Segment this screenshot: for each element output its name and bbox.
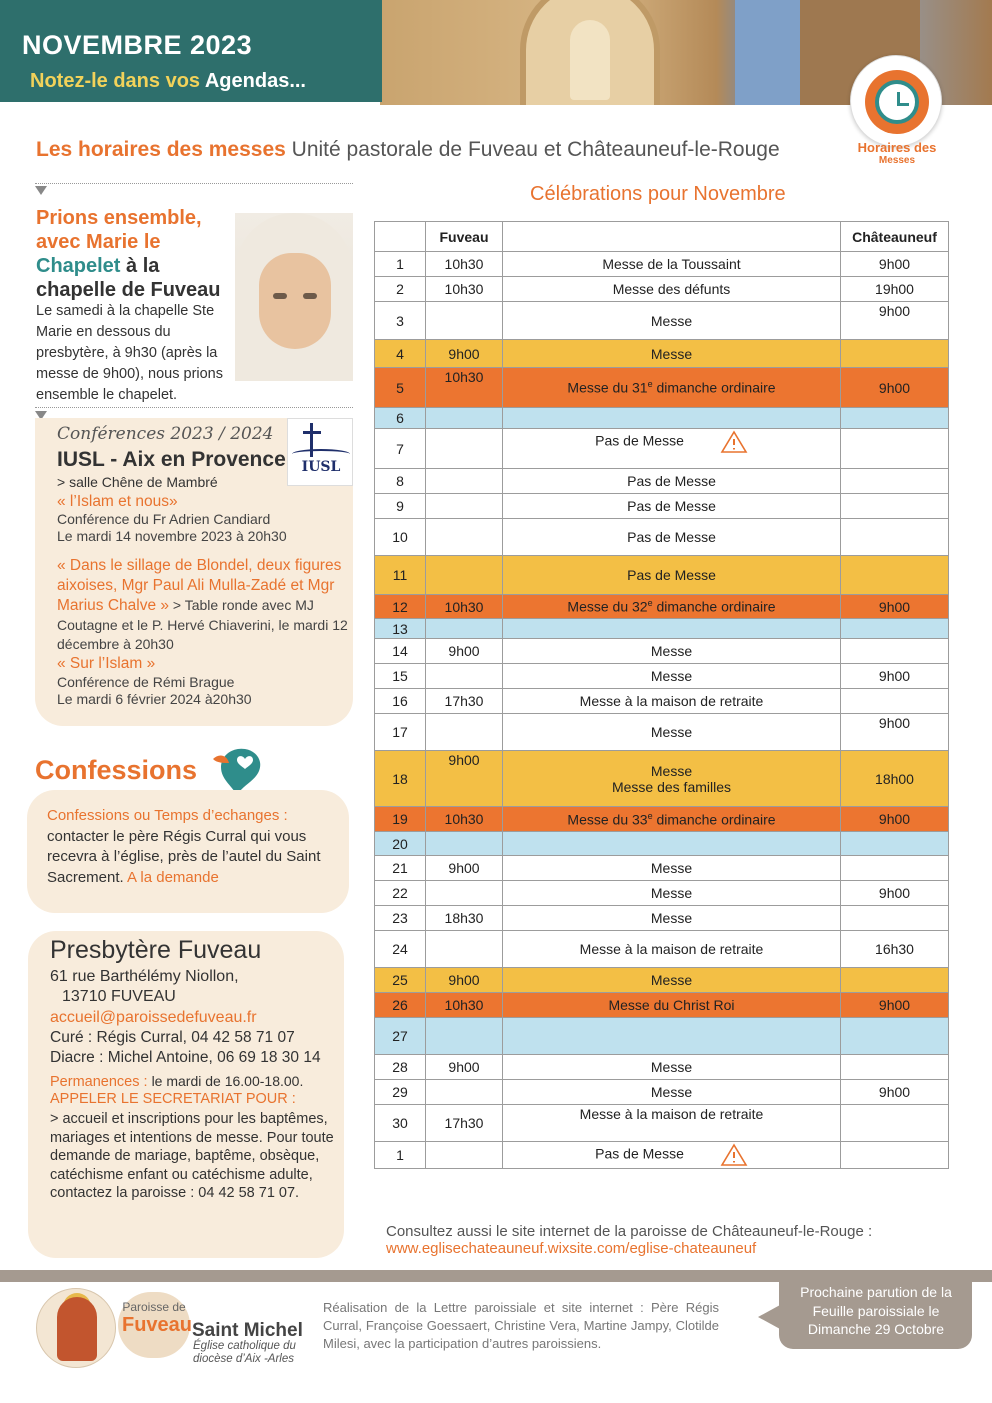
description-cell: Messe Messe des familles [503, 751, 841, 807]
description-cell: Messe du 32e dimanche ordinaire [503, 595, 841, 619]
confessions-heading: Confessions [35, 755, 198, 785]
chateauneuf-time-cell: 9h00 [841, 252, 949, 277]
description-cell: Pas de Messe [503, 469, 841, 494]
conference-1-date: Le mardi 14 novembre 2023 à 20h30 [57, 528, 287, 544]
confessions-text: Confessions ou Temps d’echanges : contacter le père Régis Curral qui vous recevra à l’église, près de l’autel du Saint Sacrement. A la demande [47, 807, 321, 886]
table-row [375, 340, 949, 368]
fuveau-time-cell [426, 1018, 503, 1055]
fuveau-time-cell [426, 931, 503, 968]
speech-tail [758, 1305, 780, 1329]
day-cell: 10 [375, 519, 426, 556]
fuveau-time-cell [426, 832, 503, 856]
paroisse-subtitle-1: Église catholique du [193, 1340, 296, 1352]
fuveau-time-cell [426, 881, 503, 906]
table-row [375, 807, 949, 832]
description-cell: Pas de Messe [503, 519, 841, 556]
conference-1-speaker: Conférence du Fr Adrien Candiard [57, 511, 271, 527]
chateauneuf-time-cell [841, 619, 949, 639]
description-cell: Messe à la maison de retraite [503, 689, 841, 714]
chapelet-text: Le samedi à la chapelle Ste Marie en dessous du presbytère, à 9h30 (après la messe de 9h00), nous prions ensemble le chapelet. [36, 303, 223, 403]
paroisse-saint-michel: Saint Michel [192, 1320, 303, 1341]
day-cell: 11 [375, 556, 426, 595]
presbytere-body: > accueil et inscriptions pour les baptêmes, mariages et intentions de messe. Pour toute demande de mariage, baptême, obsèque, catéchisme enfant ou catéchisme adulte, contactez la paroisse : 04 42 58 71 07. [50, 1111, 334, 1201]
fuveau-time-cell [426, 1080, 503, 1105]
table-row [375, 931, 949, 968]
table-row [375, 751, 949, 807]
header-description [503, 222, 841, 252]
table-row [375, 714, 949, 751]
table-row [375, 1142, 949, 1169]
fuveau-time-cell [426, 1142, 503, 1169]
table-row [375, 494, 949, 519]
description-cell [503, 832, 841, 856]
description-cell: Messe [503, 664, 841, 689]
table-row [375, 429, 949, 469]
fuveau-time-cell: 10h30 [426, 252, 503, 277]
header-fuveau: Fuveau [426, 222, 503, 252]
table-row [375, 519, 949, 556]
chateauneuf-time-cell [841, 832, 949, 856]
day-cell: 5 [375, 368, 426, 408]
presbytere-diacre: Diacre : Michel Antoine, 06 69 18 30 14 [50, 1049, 321, 1066]
fuveau-time-cell: 10h30 [426, 993, 503, 1018]
chateauneuf-time-cell: 9h00 [841, 993, 949, 1018]
chateauneuf-time-cell: 9h00 [841, 664, 949, 689]
fuveau-time-cell [426, 408, 503, 429]
table-row [375, 968, 949, 993]
conference-2: « Dans le sillage de Blondel, deux figures aixoises, Mgr Paul Ali Mulla-Zadé et Mgr Marius Chalve » > Table ronde avec MJ Coutagne et le P. Hervé Chiaverini, le mardi 12 décembre à 20h30 [57, 557, 348, 652]
fuveau-time-cell [426, 494, 503, 519]
day-cell: 17 [375, 714, 426, 751]
fuveau-time-cell: 17h30 [426, 1105, 503, 1142]
consult-text: Consultez aussi le site internet de la paroisse de Châteauneuf-le-Rouge : [386, 1223, 873, 1240]
description-cell: Messe à la maison de retraite [503, 1105, 841, 1142]
chateauneuf-time-cell [841, 340, 949, 368]
table-row [375, 1018, 949, 1055]
fuveau-time-cell: 9h00 [426, 856, 503, 881]
divider [35, 183, 353, 184]
table-row [375, 639, 949, 664]
day-cell: 20 [375, 832, 426, 856]
chateauneuf-time-cell: 9h00 [841, 714, 949, 751]
table-row [375, 832, 949, 856]
badge-caption: Horaires des Messes [857, 140, 937, 166]
table-row [375, 619, 949, 639]
day-cell: 28 [375, 1055, 426, 1080]
mass-schedule-table [374, 221, 949, 1169]
conference-3-title: « Sur l’Islam » [57, 655, 156, 672]
chapelet-title: Prions ensemble, avec Marie le Chapelet à la chapelle de Fuveau [36, 207, 221, 301]
day-cell: 8 [375, 469, 426, 494]
description-cell [503, 408, 841, 429]
description-cell: Messe des défunts [503, 277, 841, 302]
table-row [375, 856, 949, 881]
description-cell: Messe [503, 340, 841, 368]
warning-icon [720, 430, 748, 454]
description-cell: Messe [503, 1080, 841, 1105]
chateauneuf-time-cell [841, 1105, 949, 1142]
day-cell: 18 [375, 751, 426, 807]
chateauneuf-time-cell [841, 689, 949, 714]
chateauneuf-time-cell [841, 469, 949, 494]
table-row [375, 993, 949, 1018]
presbytere-address-line2: 13710 FUVEAU [62, 988, 176, 1005]
chateauneuf-time-cell [841, 1018, 949, 1055]
table-row [375, 469, 949, 494]
fuveau-time-cell: 10h30 [426, 595, 503, 619]
table-row [375, 881, 949, 906]
day-cell: 23 [375, 906, 426, 931]
day-cell: 7 [375, 429, 426, 469]
fuveau-time-cell [426, 714, 503, 751]
clock-icon [850, 55, 942, 147]
fuveau-time-cell: 10h30 [426, 807, 503, 832]
description-cell [503, 1018, 841, 1055]
chateauneuf-time-cell: 9h00 [841, 881, 949, 906]
fuveau-time-cell: 9h00 [426, 751, 503, 807]
day-cell: 21 [375, 856, 426, 881]
description-cell: Messe du 33e dimanche ordinaire [503, 807, 841, 832]
day-cell: 1 [375, 252, 426, 277]
chateauneuf-time-cell [841, 408, 949, 429]
table-row [375, 252, 949, 277]
header-day [375, 222, 426, 252]
fuveau-time-cell: 9h00 [426, 639, 503, 664]
presbytere-email-link[interactable]: accueil@paroissedefuveau.fr [50, 1009, 257, 1026]
fuveau-time-cell: 10h30 [426, 277, 503, 302]
day-cell: 29 [375, 1080, 426, 1105]
chateauneuf-time-cell: 9h00 [841, 1080, 949, 1105]
day-cell: 26 [375, 993, 426, 1018]
chateauneuf-time-cell [841, 968, 949, 993]
table-row [375, 1080, 949, 1105]
presbytere-address-line1: 61 rue Barthélémy Niollon, [50, 968, 239, 985]
day-cell: 14 [375, 639, 426, 664]
iusl-logo: IUSL [287, 418, 353, 486]
fuveau-time-cell [426, 664, 503, 689]
chateauneuf-time-cell: 9h00 [841, 302, 949, 340]
table-row [375, 277, 949, 302]
day-cell: 4 [375, 340, 426, 368]
description-cell: Messe [503, 968, 841, 993]
fuveau-time-cell [426, 619, 503, 639]
description-cell: Messe [503, 302, 841, 340]
day-cell: 3 [375, 302, 426, 340]
calendar-title: Célébrations pour Novembre [530, 183, 786, 205]
fuveau-time-cell: 9h00 [426, 340, 503, 368]
fuveau-time-cell [426, 556, 503, 595]
chateauneuf-time-cell: 9h00 [841, 368, 949, 408]
table-row [375, 1055, 949, 1080]
chateauneuf-time-cell [841, 429, 949, 469]
presbytere-call: APPELER LE SECRETARIAT POUR : [50, 1091, 296, 1107]
fuveau-time-cell [426, 429, 503, 469]
fuveau-time-cell: 18h30 [426, 906, 503, 931]
fuveau-time-cell: 17h30 [426, 689, 503, 714]
conferences-kicker: Conférences 2023 / 2024 [57, 424, 274, 444]
day-cell: 12 [375, 595, 426, 619]
day-cell: 2 [375, 277, 426, 302]
description-cell: Messe [503, 856, 841, 881]
fuveau-time-cell: 9h00 [426, 968, 503, 993]
description-cell: Messe du 31e dimanche ordinaire [503, 368, 841, 408]
paroisse-de: Paroisse de [122, 1300, 186, 1314]
description-cell: Messe [503, 906, 841, 931]
chateauneuf-time-cell [841, 519, 949, 556]
triangle-marker-icon [35, 186, 47, 195]
section-title: Les horaires des messes Unité pastorale de Fuveau et Châteauneuf-le-Rouge [36, 138, 780, 161]
conference-3-date: Le mardi 6 février 2024 à20h30 [57, 691, 252, 707]
fuveau-time-cell: 9h00 [426, 1055, 503, 1080]
fuveau-time-cell [426, 302, 503, 340]
chateauneuf-time-cell [841, 1142, 949, 1169]
description-cell [503, 619, 841, 639]
day-cell: 6 [375, 408, 426, 429]
day-cell: 16 [375, 689, 426, 714]
table-row [375, 664, 949, 689]
fuveau-time-cell [426, 469, 503, 494]
day-cell: 25 [375, 968, 426, 993]
description-cell: Messe [503, 639, 841, 664]
chateauneuf-time-cell [841, 494, 949, 519]
description-cell: Messe du Christ Roi [503, 993, 841, 1018]
paroisse-subtitle-2: diocèse d’Aix -Arles [193, 1353, 294, 1365]
day-cell: 30 [375, 1105, 426, 1142]
table-row [375, 689, 949, 714]
table-row [375, 556, 949, 595]
chateauneuf-time-cell: 16h30 [841, 931, 949, 968]
presbytere-permanences: Permanences : le mardi de 16.00-18.00. [50, 1073, 304, 1090]
chateauneuf-time-cell: 19h00 [841, 277, 949, 302]
presbytere-cure: Curé : Régis Curral, 04 42 58 71 07 [50, 1029, 295, 1046]
description-cell: Messe [503, 714, 841, 751]
warning-icon [720, 1143, 748, 1167]
conferences-place: > salle Chêne de Mambré [57, 474, 218, 490]
next-issue-text: Prochaine parution de la Feuille paroissiale le Dimanche 29 Octobre [800, 1284, 952, 1337]
conference-1-title: « l’Islam et nous» [57, 493, 178, 510]
paroisse-fuveau: Fuveau [122, 1314, 193, 1336]
table-row [375, 595, 949, 619]
table-row [375, 1105, 949, 1142]
description-cell: Pas de Messe [503, 494, 841, 519]
fuveau-time-cell [426, 519, 503, 556]
chateauneuf-time-cell [841, 639, 949, 664]
page-subtitle: Notez-le dans vos Agendas... [30, 70, 306, 92]
presbytere-title: Presbytère Fuveau [50, 936, 262, 964]
table-row [375, 302, 949, 340]
table-row [375, 368, 949, 408]
conference-3-speaker: Conférence de Rémi Brague [57, 674, 235, 690]
table-row [375, 408, 949, 429]
day-cell: 24 [375, 931, 426, 968]
day-cell: 22 [375, 881, 426, 906]
header-chateauneuf: Châteauneuf [841, 222, 949, 252]
chateauneuf-time-cell [841, 856, 949, 881]
chateauneuf-time-cell [841, 1055, 949, 1080]
credits-text: Réalisation de la Lettre paroissiale et site internet : Père Régis Curral, Françoise Goessaert, Christine Vera, Martine Jampy, Clotilde Milesi, avec la participation d’autres paroissiens. [323, 1300, 719, 1351]
page-title: NOVEMBRE 2023 [22, 30, 253, 60]
chateauneuf-time-cell: 9h00 [841, 595, 949, 619]
saint-michel-icon [36, 1288, 116, 1368]
chateauneuf-website-link[interactable]: www.eglisechateauneuf.wixsite.com/eglise-chateauneuf [386, 1240, 757, 1257]
table-row [375, 906, 949, 931]
day-cell: 13 [375, 619, 426, 639]
day-cell: 1 [375, 1142, 426, 1169]
chateauneuf-time-cell [841, 906, 949, 931]
conferences-title: IUSL - Aix en Provence [57, 448, 286, 471]
day-cell: 15 [375, 664, 426, 689]
description-cell: Messe [503, 881, 841, 906]
chateauneuf-time-cell [841, 556, 949, 595]
day-cell: 27 [375, 1018, 426, 1055]
description-cell: Pas de Messe [503, 1142, 841, 1169]
divider [35, 407, 353, 408]
fuveau-time-cell: 10h30 [426, 368, 503, 408]
description-cell: Messe à la maison de retraite [503, 931, 841, 968]
day-cell: 9 [375, 494, 426, 519]
description-cell: Pas de Messe [503, 556, 841, 595]
day-cell: 19 [375, 807, 426, 832]
description-cell: Messe de la Toussaint [503, 252, 841, 277]
description-cell: Pas de Messe [503, 429, 841, 469]
virgin-mary-image [235, 213, 353, 381]
chateauneuf-time-cell: 9h00 [841, 807, 949, 832]
description-cell: Messe [503, 1055, 841, 1080]
chateauneuf-time-cell: 18h00 [841, 751, 949, 807]
